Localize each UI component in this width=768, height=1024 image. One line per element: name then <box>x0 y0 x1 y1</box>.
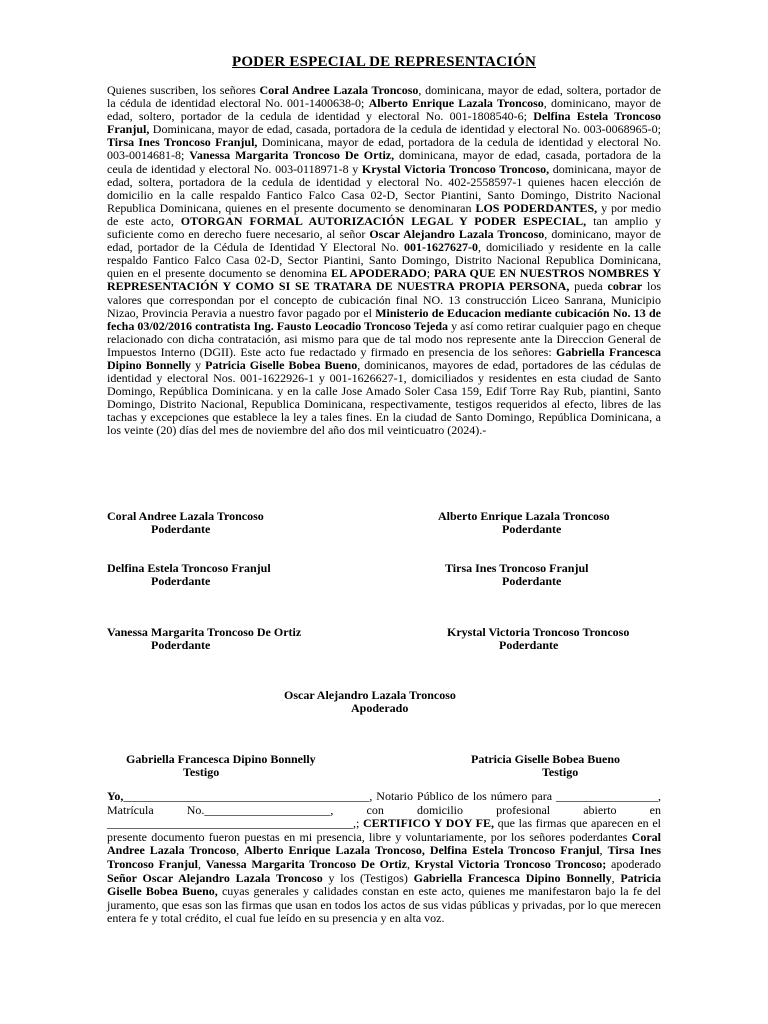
text-run: los valores que correspondan por el concepto de cubicación final NO. 13 construcción Liceo Sanrana, Municipio Nizao, Provincia Peravia a nuestro favor pagado por el <box>107 279 661 320</box>
signer-role: Poderdante <box>151 522 211 536</box>
text-run: y por medio de este acto, <box>107 200 661 228</box>
signer-name: Delfina Estela Troncoso Franjul <box>107 561 271 575</box>
bold-text-run: Coral Andree Lazala Troncoso <box>107 829 661 858</box>
bold-text-run: Vanessa Margarita Troncoso De Ortiz <box>205 856 407 871</box>
bold-text-run: Krystal Victoria Troncoso Troncoso, <box>361 161 550 176</box>
bold-text-run: Patricia Giselle Bobea Bueno, <box>107 870 661 899</box>
bold-text-run: Tirsa Ines Troncoso Franjul <box>107 843 662 871</box>
text-run: , dominicanos, mayores de edad, portadores de las cédulas de identidad y electoral Nos. 001-1622926-1 y 001-1626627-1, domiciliados y residentes en esta ciudad de Santo Domingo, República Dominicana. y en la calle Jose Amado Soler Casa 159, Edif Torre Ray Rub, piantini, Santo Domingo, Distrito Nacional, Republica Dominicana, respectivamente, testigos requeridos al efecto, libres de las tachas y excepciones que establece la ley a tales fines. En la ciudad de Santo Domingo, República Dominicana, a los veinte (20) días del mes de noviembre del año dos mil veinticuatro (2024).- <box>107 357 662 438</box>
text-run: , <box>406 856 415 871</box>
text-run: _________________________________________, Notario Público de los número para _________________, Matrícula No._____________________, con domicilio profesional abierto en _________________________________________,; <box>107 789 661 831</box>
signer-name: Tirsa Ines Troncoso Franjul <box>445 561 589 575</box>
bold-text-run: PARA QUE EN NUESTROS NOMBRES Y REPRESENTACIÓN Y COMO SI SE TRATARA DE NUESTRA PROPIA PERSONA, <box>107 266 662 294</box>
bold-text-run: Coral Andree Lazala Troncoso <box>259 83 419 97</box>
bold-text-run: Alberto Enrique Lazala Troncoso <box>368 96 544 111</box>
text-run: , domiciliado y residente en la calle respaldo Fantico Falco Casa 02-D, Sector Piantini, Santo Domingo, Distrito Nacional Republica Dominicana, quien en el presente documento se denomina <box>107 240 661 281</box>
bold-text-run: Ministerio de Educacion mediante cubicación No. 13 de fecha 03/02/2016 contratista Ing. Fausto Leocadio Troncoso Tejeda <box>107 305 662 333</box>
signer-role: Apoderado <box>351 701 409 715</box>
signer-name: Coral Andree Lazala Troncoso <box>107 509 264 523</box>
signature-block-6 <box>447 626 629 652</box>
text-run: Dominicana, mayor de edad, portadora de la cedula de identidad y electoral No. 003-0014681-8; <box>107 135 662 163</box>
signature-block-apoderado <box>284 689 456 715</box>
text-run: dominicana, mayor de edad, casada, portadora de la ceula de identidad y electoral No. 003-0118971-8 y <box>107 148 662 176</box>
bold-text-run: Krystal Victoria Troncoso Troncoso; <box>414 856 607 871</box>
text-run: , dominicano, mayor de edad, soltero, portador de la cedula de identidad y electoral No. 001-1808540-6; <box>107 96 661 124</box>
signature-block-1 <box>107 510 264 536</box>
bold-text-run: Patricia Giselle Bobea Bueno <box>205 357 358 372</box>
text-run: ; <box>426 266 434 281</box>
text-run: , <box>197 856 206 871</box>
document-title: PODER ESPECIAL DE REPRESENTACIÓN <box>231 54 537 70</box>
text-run: , dominicana, mayor de edad, soltera, portador de la cédula de identidad electoral No. 001-1400638-0; <box>107 83 661 111</box>
text-run: dominicana, mayor de edad, soltera, portadora de la cedula de identidad y electoral No. 402-2558597-1 quienes hacen elección de domicilio en la calle respaldo Fantico Falco Casa 02-D, Sector Piantini, Santo Domingo, Distrito Nacional Republica Dominicana, quienes en el presente documento se denominaran <box>107 161 661 215</box>
text-run: , <box>236 843 245 858</box>
text-run: y así como retirar cualquier pago en cheque relacionado con dicha contratación, asi mismo para que de tal modo nos represente ante la Direccion General de Impuestos Interno (DGII). Este acto fue redactado y firmado en presencia de los señores: <box>107 318 662 359</box>
signer-name: Vanessa Margarita Troncoso De Ortiz <box>107 625 302 639</box>
signer-role: Testigo <box>183 765 220 779</box>
signature-block-3 <box>107 562 271 588</box>
signature-block-2 <box>438 510 610 536</box>
signature-block-5 <box>107 626 301 652</box>
signer-name: Patricia Giselle Bobea Bueno <box>471 752 620 766</box>
text-run: cuyas generales y calidades constan en este acto, quienes me manifestaron bajo la fe del juramento, que esas son las firmas que usan en todos los actos de sus vidas públicas y privadas, por lo que merecen entera fe y total crédito, el cual fue leído en su presencia y en alta voz. <box>107 884 662 926</box>
signer-role: Poderdante <box>502 522 562 536</box>
signer-name: Oscar Alejandro Lazala Troncoso <box>284 688 456 702</box>
bold-text-run: Delfina Estela Troncoso Franjul, <box>107 109 661 137</box>
bold-text-run: cobrar <box>607 279 643 294</box>
bold-text-run: Gabriella Francesca Dipino Bonnelly <box>413 870 612 885</box>
bold-text-run: OTORGAN FORMAL AUTORIZACIÓN LEGAL Y PODER ESPECIAL, <box>180 213 587 228</box>
bold-text-run: Oscar Alejandro Lazala Troncoso <box>369 227 545 242</box>
text-run: , <box>599 843 608 858</box>
bold-text-run: Señor Oscar Alejandro Lazala Troncoso <box>107 870 323 885</box>
bold-text-run: Gabriella Francesca Dipino Bonnelly <box>107 344 662 372</box>
bold-text-run: Alberto Enrique Lazala Troncoso, Delfina Estela Troncoso Franjul <box>244 843 600 858</box>
signature-block-4 <box>445 562 588 588</box>
bold-text-run: EL APODERADO <box>330 266 427 281</box>
signer-name: Alberto Enrique Lazala Troncoso <box>438 509 610 523</box>
text-run: tan amplio y suficiente como en derecho fuere necesario, al señor <box>107 213 661 242</box>
signature-block-witness-1 <box>126 753 316 779</box>
signer-name: Krystal Victoria Troncoso Troncoso <box>447 625 630 639</box>
signer-role: Testigo <box>542 765 579 779</box>
text-run: y los (Testigos) <box>322 870 414 885</box>
bold-text-run: Yo, <box>107 789 124 803</box>
body-paragraph <box>107 84 661 438</box>
signer-role: Poderdante <box>499 638 559 652</box>
notary-certification <box>107 790 661 926</box>
text-run: y <box>191 357 206 372</box>
signer-role: Poderdante <box>502 574 562 588</box>
signer-name: Gabriella Francesca Dipino Bonnelly <box>126 752 316 766</box>
bold-text-run: Vanessa Margarita Troncoso De Ortiz, <box>189 148 395 163</box>
text-run: , <box>611 870 621 885</box>
text-run: que las firmas que aparecen en el presente documento fueron puestas en mi presencia, libre y voluntariamente, por los señores poderdantes <box>107 816 661 844</box>
signer-role: Poderdante <box>151 574 211 588</box>
signer-role: Poderdante <box>151 638 211 652</box>
bold-text-run: CERTIFICO Y DOY FE, <box>363 816 494 831</box>
bold-text-run: LOS PODERDANTES, <box>475 200 598 215</box>
text-run: , dominicano, mayor de edad, portador de la Cédula de Identidad Y Electoral No. <box>107 227 661 255</box>
bold-text-run: Tirsa Ines Troncoso Franjul, <box>107 135 258 150</box>
text-run: Quienes suscriben, los señores <box>107 83 260 97</box>
signature-block-witness-2 <box>471 753 620 779</box>
bold-text-run: 001-1627627-0 <box>403 240 478 255</box>
text-run: Dominicana, mayor de edad, casada, portadora de la cedula de identidad y electoral No. 003-0068965-0; <box>149 122 661 137</box>
text-run: apoderado <box>606 856 661 871</box>
text-run: pueda <box>569 279 608 294</box>
